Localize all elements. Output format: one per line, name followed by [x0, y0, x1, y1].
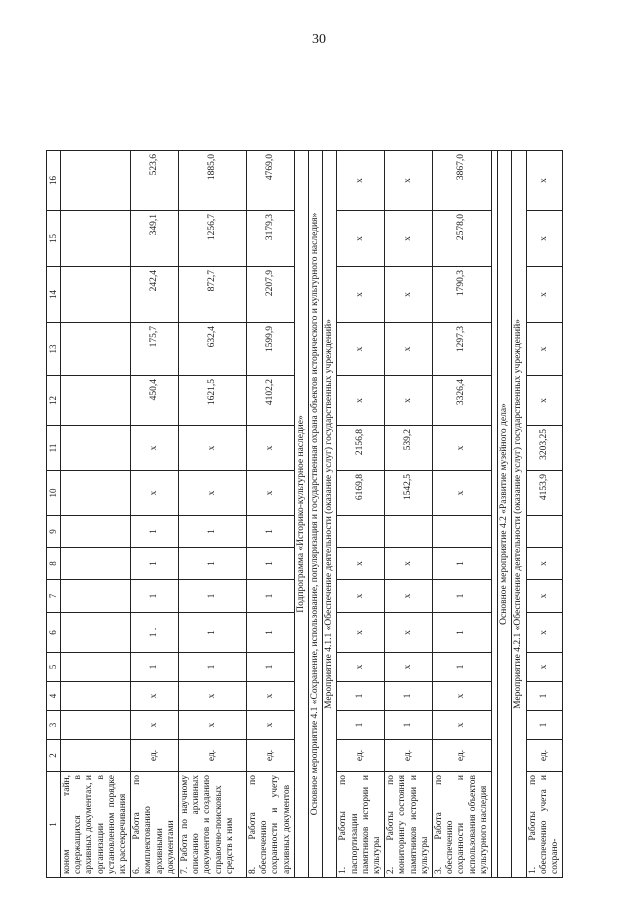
rotated-page-content	[46, 20, 596, 878]
table-cell: 242,4	[131, 267, 179, 323]
table-cell: 1	[131, 548, 179, 580]
col-header: 2	[47, 740, 61, 772]
table-cell: 1	[247, 516, 295, 548]
table-cell: 1885,0	[179, 151, 247, 211]
table-cell: х	[385, 548, 433, 580]
table-cell: х	[433, 471, 492, 516]
table-cell	[61, 151, 131, 211]
table-cell: 3203,25	[526, 426, 563, 471]
table-cell: ед.	[247, 740, 295, 772]
table-cell: 349,1	[131, 211, 179, 267]
table-cell: х	[131, 682, 179, 711]
table-cell	[61, 376, 131, 426]
table-cell	[61, 682, 131, 711]
table-cell: 450,4	[131, 376, 179, 426]
table-cell: ед.	[131, 740, 179, 772]
blank-margin	[47, 20, 61, 151]
row-name: коном тайн, содержащихся в архивных документах, и организации в установленном порядке их рассекречивания	[61, 772, 131, 878]
table-cell: х	[433, 426, 492, 471]
blank-margin	[526, 20, 563, 151]
table-cell: 1	[526, 682, 563, 711]
table-cell	[61, 653, 131, 682]
table-cell	[61, 548, 131, 580]
table-cell: 1	[526, 711, 563, 740]
col-header: 10	[47, 471, 61, 516]
section-row	[512, 20, 526, 878]
table-cell: х	[131, 711, 179, 740]
col-header: 6	[47, 613, 61, 653]
table-cell: 1256,7	[179, 211, 247, 267]
table-cell: ед.	[337, 740, 385, 772]
table-cell: х	[337, 211, 385, 267]
table-cell: 4102,2	[247, 376, 295, 426]
table-cell: 2156,8	[337, 426, 385, 471]
table-cell: 175,7	[131, 323, 179, 376]
table-cell: 1	[131, 580, 179, 613]
table-cell: ед.	[526, 740, 563, 772]
blank-margin	[512, 20, 526, 151]
table-cell: 4153,9	[526, 471, 563, 516]
blank-margin	[247, 20, 295, 151]
table-cell: х	[526, 376, 563, 426]
table-cell: 1	[247, 613, 295, 653]
page-number: 30	[312, 32, 326, 47]
table-cell: х	[385, 653, 433, 682]
blank-margin	[433, 20, 492, 151]
table-row	[61, 20, 131, 878]
table-cell: х	[385, 323, 433, 376]
table-cell: 1	[385, 682, 433, 711]
table-cell: х	[179, 471, 247, 516]
table-cell: х	[337, 653, 385, 682]
col-header: 5	[47, 653, 61, 682]
table-cell	[61, 740, 131, 772]
table-cell	[61, 323, 131, 376]
table-cell: 1790,3	[433, 267, 492, 323]
table-cell: 1 .	[131, 613, 179, 653]
table-cell: х	[526, 211, 563, 267]
budget-table	[46, 19, 563, 878]
table-cell	[385, 516, 433, 548]
table-cell	[61, 211, 131, 267]
table-cell: х	[179, 682, 247, 711]
table-cell: 1	[337, 711, 385, 740]
row-name: 3. Работа по обеспечению сохранности и использования объектов культурного наследия	[433, 772, 492, 878]
table-cell: х	[526, 580, 563, 613]
table-cell: 523,6	[131, 151, 179, 211]
col-header: 13	[47, 323, 61, 376]
blank-margin	[294, 20, 308, 151]
table-cell: 1	[179, 653, 247, 682]
blank-margin	[309, 20, 323, 151]
table-cell	[61, 711, 131, 740]
row-name: 2. Работы по мониторингу состояния памятников истории и культуры	[385, 772, 433, 878]
table-cell: 1	[385, 711, 433, 740]
table-row	[179, 20, 247, 878]
header-row	[47, 20, 61, 878]
table-row	[247, 20, 295, 878]
table-cell: 1	[247, 580, 295, 613]
col-header: 7	[47, 580, 61, 613]
table-cell	[433, 516, 492, 548]
table-cell: х	[337, 323, 385, 376]
table-cell: 1621,5	[179, 376, 247, 426]
table-cell: 1297,3	[433, 323, 492, 376]
table-cell: х	[433, 711, 492, 740]
table-cell: х	[337, 151, 385, 211]
table-cell: х	[385, 211, 433, 267]
table-cell	[61, 426, 131, 471]
table-cell: 1542,5	[385, 471, 433, 516]
table-cell: х	[131, 471, 179, 516]
table-cell: х	[179, 426, 247, 471]
blank-margin	[337, 20, 385, 151]
table-row	[526, 20, 563, 878]
col-header: 15	[47, 211, 61, 267]
row-name: 7. Работа по научному описанию архивных документов и созданию справочно-поисковых средств к ним	[179, 772, 247, 878]
table-cell: х	[247, 426, 295, 471]
table-cell: 1	[131, 653, 179, 682]
section-row	[309, 20, 323, 878]
table-cell: 1	[247, 548, 295, 580]
table-cell: 632,4	[179, 323, 247, 376]
row-name: 8. Работа по обеспечению сохранности и учету архивных документов	[247, 772, 295, 878]
table-cell: х	[337, 613, 385, 653]
col-header: 3	[47, 711, 61, 740]
table-cell: х	[337, 376, 385, 426]
main-activity-4-2: Основное мероприятие 4.2 «Развитие музейного дела»	[498, 151, 512, 878]
section-row	[323, 20, 337, 878]
table-cell: 2578,0	[433, 211, 492, 267]
table-cell: х	[337, 267, 385, 323]
table-cell: х	[526, 548, 563, 580]
table-cell: 539,2	[385, 426, 433, 471]
table-cell: х	[337, 580, 385, 613]
table-cell: 872,7	[179, 267, 247, 323]
row-name: 1. Работы по паспортизации памятников истории и культуры	[337, 772, 385, 878]
table-cell: 3326,4	[433, 376, 492, 426]
table-cell	[61, 471, 131, 516]
table-cell: 1599,9	[247, 323, 295, 376]
table-cell: х	[337, 548, 385, 580]
row-name: 1. Работы по обеспечению учета и сохрано-	[526, 772, 563, 878]
table-cell: х	[385, 613, 433, 653]
table-cell: ед.	[385, 740, 433, 772]
col-header: 12	[47, 376, 61, 426]
table-cell	[61, 613, 131, 653]
section-row	[294, 20, 308, 878]
table-cell: х	[526, 151, 563, 211]
table-cell: 4769,0	[247, 151, 295, 211]
table-cell: 1	[337, 682, 385, 711]
table-cell	[526, 516, 563, 548]
table-cell: х	[526, 653, 563, 682]
activity-4-2-1: Мероприятие 4.2.1 «Обеспечение деятельности (оказание услуг) государственных учреждений»	[512, 151, 526, 878]
table-cell: 1	[247, 653, 295, 682]
table-cell: х	[247, 682, 295, 711]
table-cell: х	[247, 711, 295, 740]
table-cell: 6169,8	[337, 471, 385, 516]
table-cell: 1	[433, 580, 492, 613]
table-cell: ед.	[179, 740, 247, 772]
table-cell: 1	[179, 516, 247, 548]
blank-margin	[385, 20, 433, 151]
table-cell: 3179,3	[247, 211, 295, 267]
table-row	[131, 20, 179, 878]
row-name: 6. Работа по комплектованию архивными документами	[131, 772, 179, 878]
table-cell: х	[526, 267, 563, 323]
col-header: 16	[47, 151, 61, 211]
table-cell: х	[385, 267, 433, 323]
subprogram-title: Подпрограмма «Историко-культурное наследие»	[294, 151, 308, 878]
blank-margin	[323, 20, 337, 151]
table-cell: х	[385, 580, 433, 613]
table-cell: х	[385, 376, 433, 426]
table-cell: х	[247, 471, 295, 516]
table-cell	[61, 580, 131, 613]
blank-margin	[131, 20, 179, 151]
table-cell: х	[131, 426, 179, 471]
col-header: 1	[47, 772, 61, 878]
blank-margin	[498, 20, 512, 151]
table-cell	[61, 516, 131, 548]
table-cell: 1	[433, 613, 492, 653]
table-cell	[337, 516, 385, 548]
table-cell: х	[526, 323, 563, 376]
table-row	[337, 20, 385, 878]
col-header: 4	[47, 682, 61, 711]
blank-margin	[61, 20, 131, 151]
table-cell: х	[526, 613, 563, 653]
table-cell: 1	[179, 548, 247, 580]
table-cell: 1	[433, 653, 492, 682]
table-cell: х	[385, 151, 433, 211]
table-cell: 3867,0	[433, 151, 492, 211]
table-cell: ед.	[433, 740, 492, 772]
table-cell: х	[179, 711, 247, 740]
table-cell	[61, 267, 131, 323]
table-cell: 1	[179, 580, 247, 613]
table-cell: 1	[433, 548, 492, 580]
table-cell: 2207,9	[247, 267, 295, 323]
main-activity-4-1: Основное мероприятие 4.1 «Сохранение, использование, популяризация и государственная охрана объектов исторического и культурного наследия»	[309, 151, 323, 878]
col-header: 14	[47, 267, 61, 323]
section-row	[498, 20, 512, 878]
table-row	[433, 20, 492, 878]
col-header: 11	[47, 426, 61, 471]
table-cell: 1	[179, 613, 247, 653]
col-header: 9	[47, 516, 61, 548]
blank-margin	[179, 20, 247, 151]
table-cell: 1	[131, 516, 179, 548]
activity-4-1-1: Мероприятие 4.1.1 «Обеспечение деятельности (оказание услуг) государственных учреждений»	[323, 151, 337, 878]
col-header: 8	[47, 548, 61, 580]
table-row	[385, 20, 433, 878]
table-cell: х	[433, 682, 492, 711]
